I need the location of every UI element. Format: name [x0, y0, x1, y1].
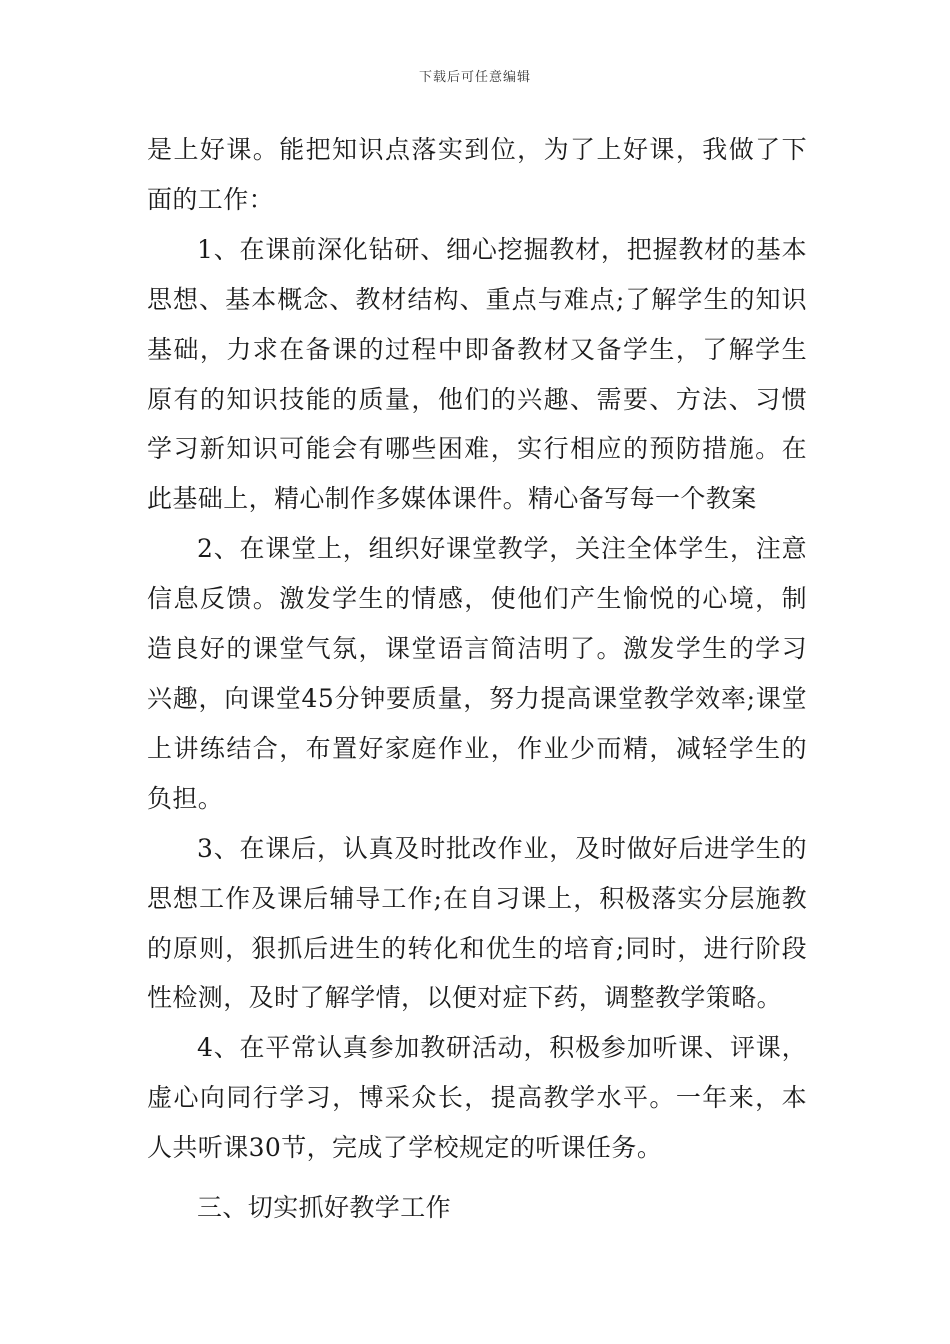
- paragraph-item-2: 2、在课堂上，组织好课堂教学，关注全体学生，注意信息反馈。激发学生的情感，使他们产生愉悦的心境，制造良好的课堂气氛，课堂语言简洁明了。激发学生的学习兴趣，向课堂45分钟要质量，努力提高课堂教学效率;课堂上讲练结合，布置好家庭作业，作业少而精，减轻学生的负担。: [147, 534, 807, 813]
- paragraph-item-1: 1、在课前深化钻研、细心挖掘教材，把握教材的基本思想、基本概念、教材结构、重点与难点;了解学生的知识基础，力求在备课的过程中即备教材又备学生，了解学生原有的知识技能的质量，他们的兴趣、需要、方法、习惯学习新知识可能会有哪些困难，实行相应的预防措施。在此基础上，精心制作多媒体课件。精心备写每一个教案: [147, 234, 807, 514]
- paragraph-item-4: 4、在平常认真参加教研活动，积极参加听课、评课，虚心向同行学习，博采众长，提高教学水平。一年来，本人共听课30节，完成了学校规定的听课任务。: [147, 1033, 807, 1163]
- paragraph-intro: 是上好课。能把知识点落实到位，为了上好课，我做了下面的工作：: [147, 135, 807, 214]
- document-body: [147, 125, 807, 1233]
- paragraph-item-3: 3、在课后，认真及时批改作业，及时做好后进学生的思想工作及课后辅导工作;在自习课上，积极落实分层施教的原则，狠抓后进生的转化和优生的培育;同时，进行阶段性检测，及时了解学情，以便对症下药，调整教学策略。: [147, 833, 807, 1013]
- section-heading: 三、切实抓好教学工作: [197, 1193, 452, 1223]
- page-header: 下载后可任意编辑: [418, 70, 531, 85]
